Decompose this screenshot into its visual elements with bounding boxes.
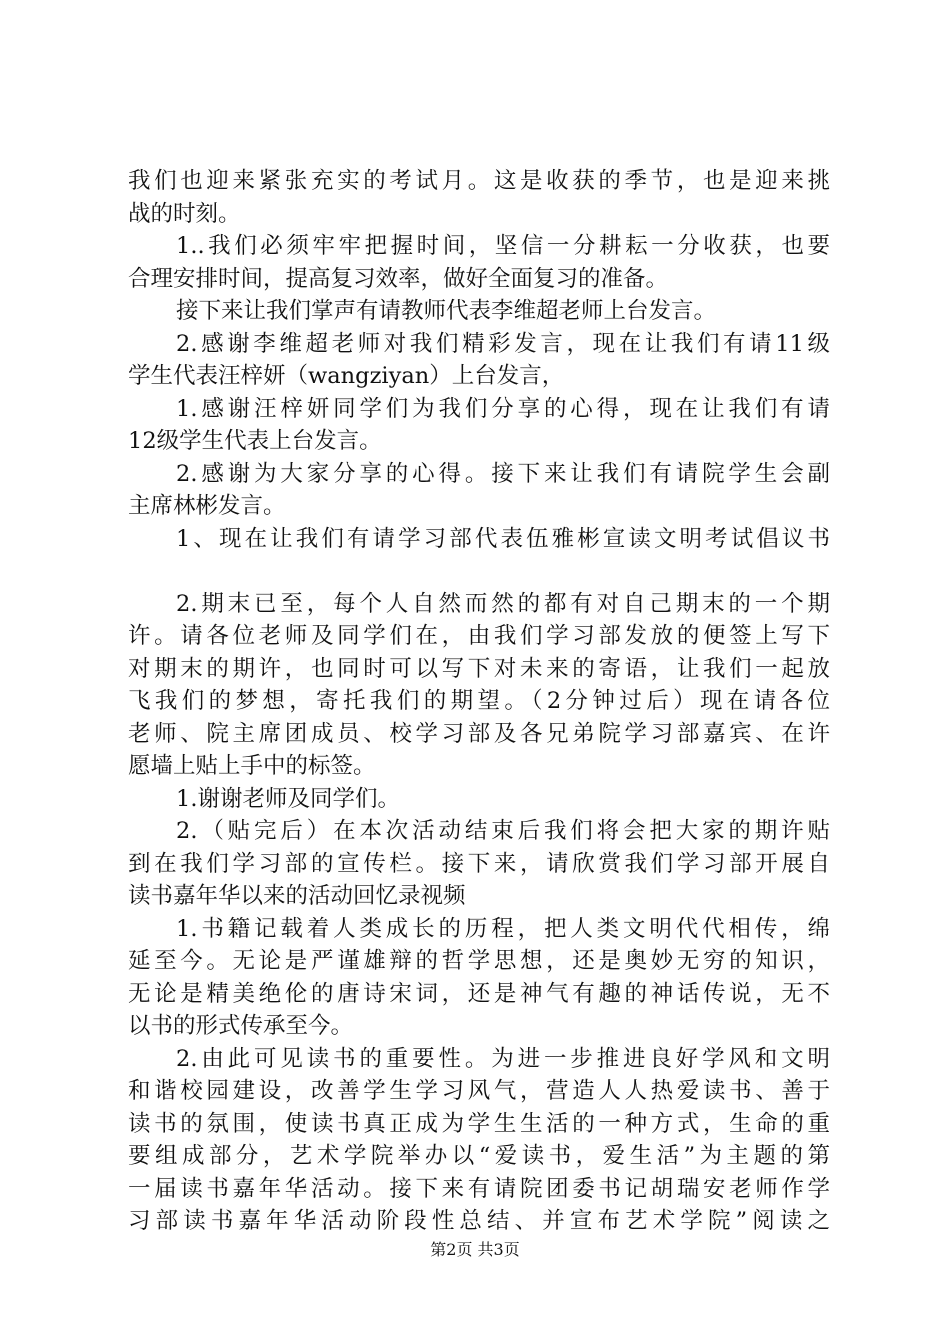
text-line: 无论是精美绝伦的唐诗宋词，还是神气有趣的神话传说，无不 xyxy=(128,980,830,1007)
text-line: 一届读书嘉年华活动。接下来有请院团委书记胡瑞安老师作学 xyxy=(128,1175,830,1202)
text-line: 以书的形式传承至今。 xyxy=(128,1013,354,1039)
text-line: 主席林彬发言。 xyxy=(128,493,286,519)
paragraph-gap xyxy=(128,555,830,588)
text-line: 2.感谢李维超老师对我们精彩发言，现在让我们有请11级 xyxy=(176,330,830,357)
text-line: 学生代表汪梓妍（wangziyan）上台发言， xyxy=(128,363,565,389)
text-line: 和谐校园建设，改善学生学习风气，营造人人热爱读书、善于 xyxy=(128,1078,830,1104)
text-line: 我们也迎来紧张充实的考试月。这是收获的季节，也是迎来挑 xyxy=(128,168,830,194)
text-line: 2.由此可见读书的重要性。为进一步推进良好学风和文明 xyxy=(176,1045,830,1072)
text-line: 飞我们的梦想，寄托我们的期望。（2分钟过后）现在请各位 xyxy=(128,688,830,714)
text-line: 12级学生代表上台发言。 xyxy=(128,428,382,454)
text-line: 接下来让我们掌声有请教师代表李维超老师上台发言。 xyxy=(176,298,717,324)
text-line: 读书嘉年华以来的活动回忆录视频 xyxy=(128,883,466,909)
text-line: 1.感谢汪梓妍同学们为我们分享的心得，现在让我们有请 xyxy=(176,395,830,422)
text-line: 愿墙上贴上手中的标签。 xyxy=(128,753,376,779)
text-line: 要组成部分，艺术学院举办以“爱读书，爱生活”为主题的第 xyxy=(128,1143,830,1169)
document-body xyxy=(128,165,830,1238)
text-line: 1、现在让我们有请学习部代表伍雅彬宣读文明考试倡议书 xyxy=(176,525,830,552)
text-line: 1.书籍记载着人类成长的历程，把人类文明代代相传，绵 xyxy=(176,915,830,942)
text-line: 1..我们必须牢牢把握时间，坚信一分耕耘一分收获，也要 xyxy=(176,233,830,259)
page-number-footer: 第2页 共3页 xyxy=(430,1240,520,1259)
text-line: 2.感谢为大家分享的心得。接下来让我们有请院学生会副 xyxy=(176,460,830,487)
text-line: 1.谢谢老师及同学们。 xyxy=(176,785,400,812)
text-line: 2.期末已至，每个人自然而然的都有对自己期末的一个期 xyxy=(176,590,830,617)
text-line: 合理安排时间，提高复习效率，做好全面复习的准备。 xyxy=(128,265,669,292)
text-line: 老师、院主席团成员、校学习部及各兄弟院学习部嘉宾、在许 xyxy=(128,720,830,747)
text-line: 延至今。无论是严谨雄辩的哲学思想，还是奥妙无穷的知识， xyxy=(128,948,830,974)
text-line: 许。请各位老师及同学们在，由我们学习部发放的便签上写下 xyxy=(128,623,830,649)
text-line: 战的时刻。 xyxy=(128,200,241,227)
text-line: 2.（贴完后）在本次活动结束后我们将会把大家的期许贴 xyxy=(176,818,830,844)
text-line: 到在我们学习部的宣传栏。接下来，请欣赏我们学习部开展自 xyxy=(128,850,830,877)
text-line: 习部读书嘉年华活动阶段性总结、并宣布艺术学院”阅读之 xyxy=(128,1208,830,1234)
text-line: 读书的氛围，使读书真正成为学生生活的一种方式，生命的重 xyxy=(128,1110,830,1137)
text-line: 对期末的期许，也同时可以写下对未来的寄语，让我们一起放 xyxy=(128,655,830,682)
